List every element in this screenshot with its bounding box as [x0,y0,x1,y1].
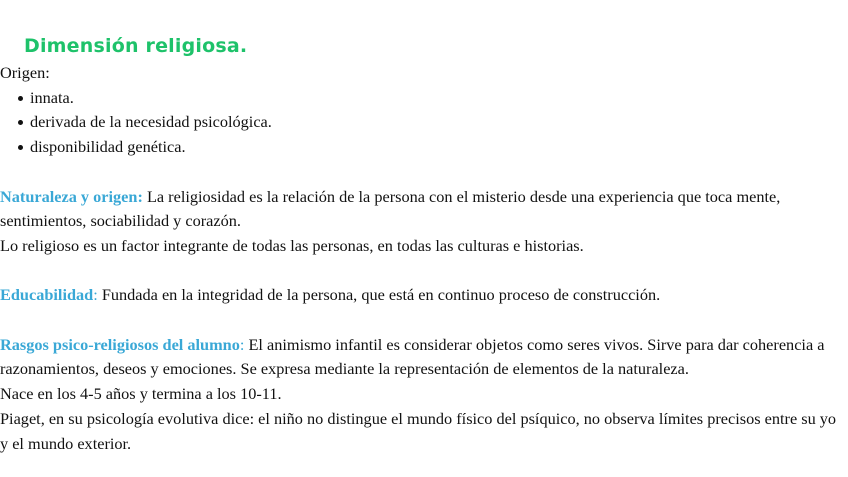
notes-body [0,61,848,456]
naturaleza-term: Naturaleza y origen: [0,186,143,206]
spacer [0,160,848,185]
origen-list [0,86,848,160]
list-item: innata. [30,86,848,111]
educabilidad-paragraph [0,283,848,308]
educabilidad-term: Educabilidad [0,285,94,305]
educabilidad-text: Fundada en la integridad de la persona, que está en continuo proceso de construcción. [97,285,661,305]
rasgos-text: El animismo infantil es considerar objetos como seres vivos. Sirve para dar coherencia a razonamientos, deseos y emociones. Se expresa mediante la representación de elementos de la naturaleza. [0,334,825,379]
list-item: disponibilidad genética. [30,135,848,160]
naturaleza-text: La religiosidad es la relación de la persona con el misterio desde una experiencia que toca mente, sentimientos, sociabilidad y corazón. [0,186,781,231]
list-item: derivada de la necesidad psicológica. [30,110,848,135]
spacer [0,259,848,284]
rasgos-separator: : [239,334,245,354]
spacer [0,308,848,333]
rasgos-paragraph-3: Piaget, en su psicología evolutiva dice: el niño no distingue el mundo físico del psíquico, no observa límites precisos entre su yo y el mundo exterior. [0,408,837,453]
naturaleza-paragraph-2: Lo religioso es un factor integrante de todas las personas, en todas las culturas e historias. [0,235,584,255]
naturaleza-paragraph [0,185,848,234]
rasgos-term: Rasgos psico-religiosos del alumno [0,334,240,354]
rasgos-paragraph-2: Nace en los 4-5 años y termina a los 10-11. [0,384,282,404]
rasgos-paragraph [0,333,848,382]
origen-label: Origen: [0,63,50,82]
educabilidad-separator: : [93,285,98,305]
section-heading: Dimensión religiosa. [24,35,248,57]
